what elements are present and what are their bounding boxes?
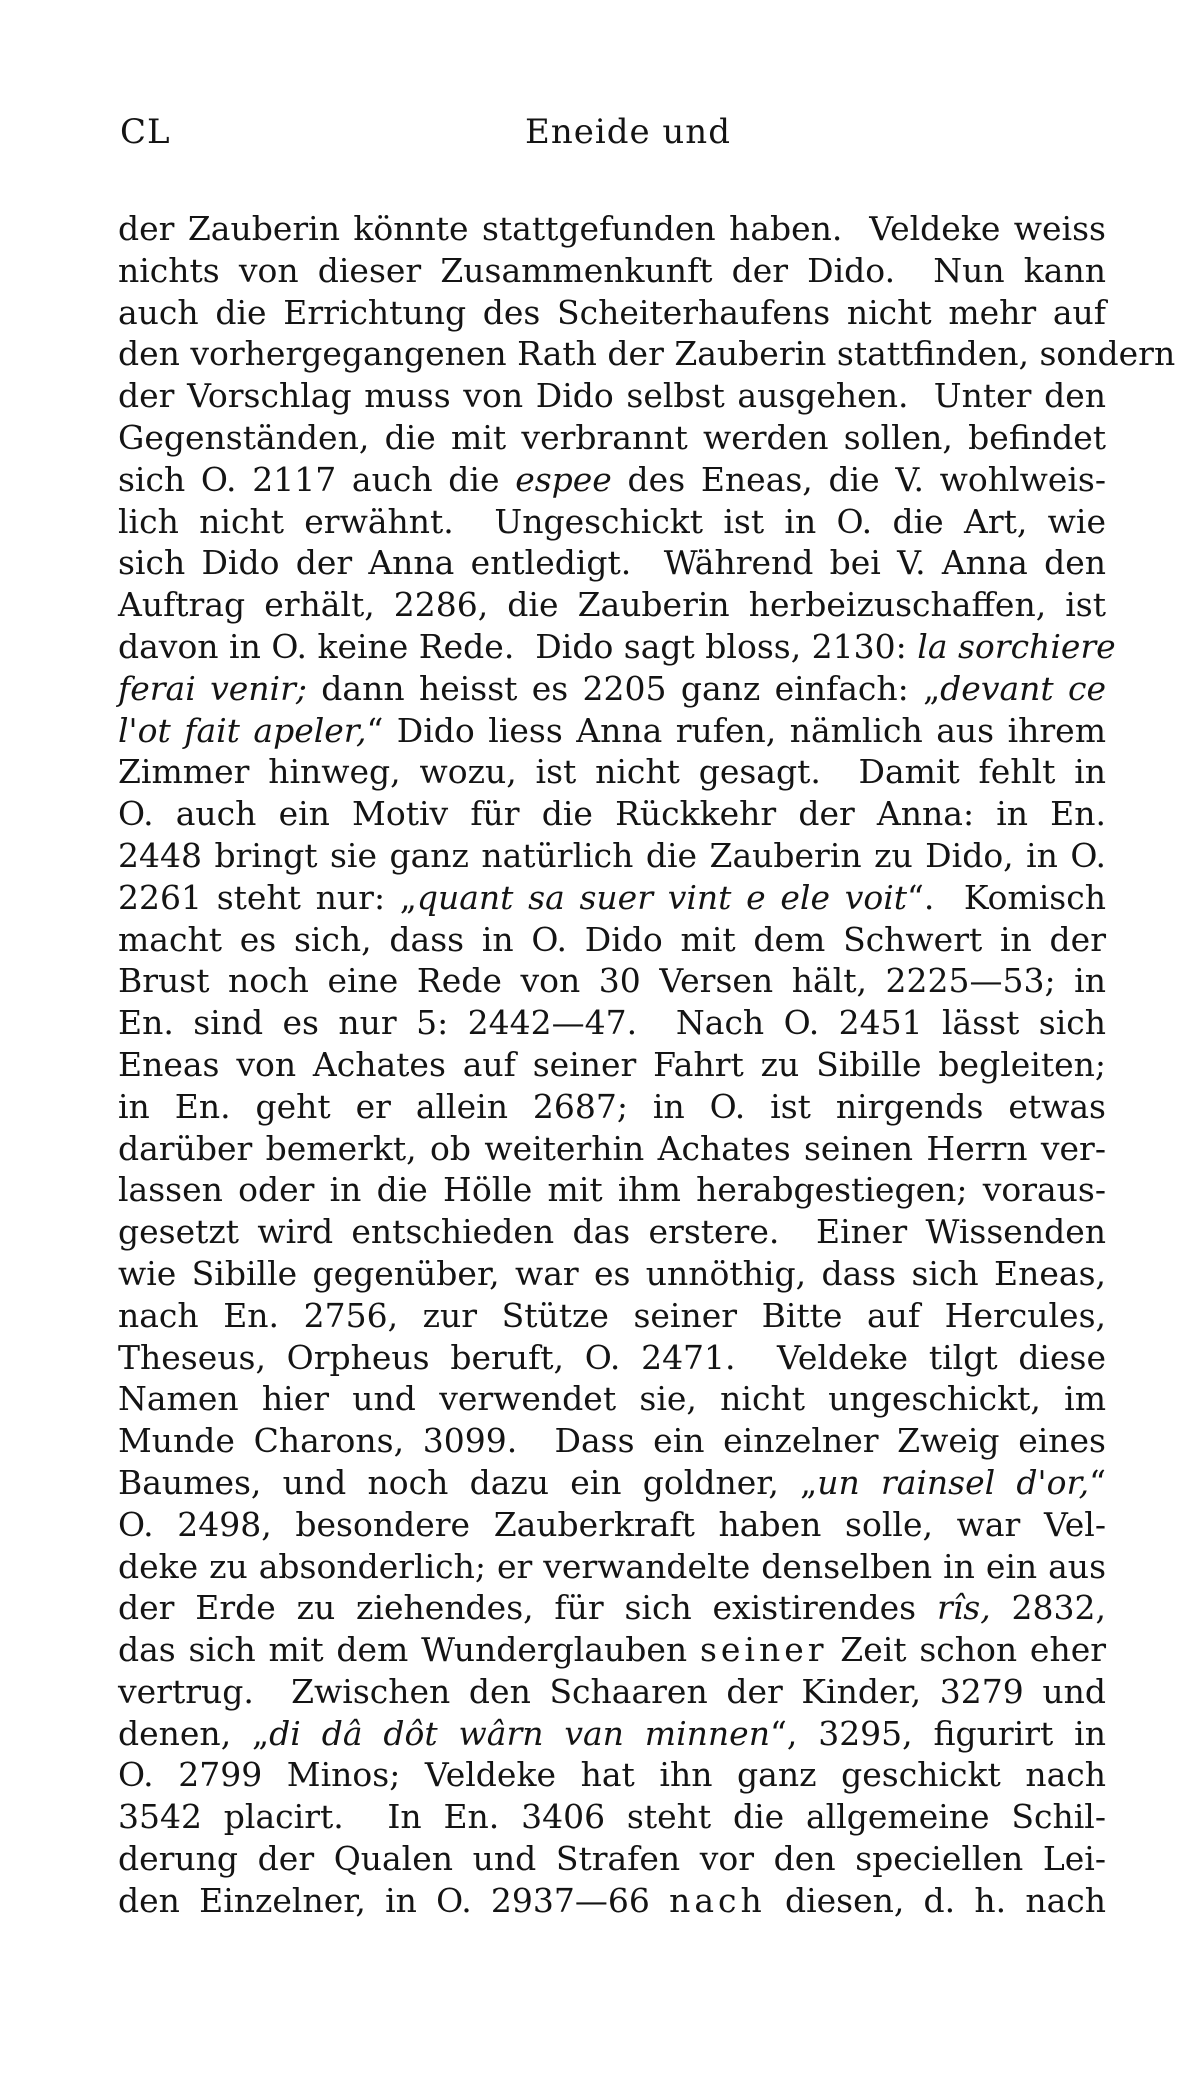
text-line xyxy=(118,710,1106,752)
text-segment: Theseus, Orpheus beruft, O. 2471. Veldeke tilgt diese xyxy=(118,1337,1106,1377)
text-segment: Brust noch eine Rede von 30 Versen hält, 2225—53; in xyxy=(118,961,1106,1001)
text-line xyxy=(118,1880,1106,1922)
spaced-text: seiner xyxy=(699,1630,828,1670)
text-line xyxy=(118,333,1176,375)
text-segment: derung der Qualen und Strafen vor den speciellen Lei- xyxy=(118,1839,1106,1879)
italic-text: ferai venir; xyxy=(118,668,307,708)
text-line xyxy=(118,1378,1106,1420)
text-line xyxy=(118,1754,1106,1796)
italic-text: quant sa suer vint e ele voit xyxy=(416,877,908,917)
italic-text: espee xyxy=(515,459,612,499)
text-line xyxy=(118,919,1106,961)
text-segment: vertrug. Zwischen den Schaaren der Kinder, 3279 und xyxy=(118,1671,1106,1711)
text-line xyxy=(118,459,1106,501)
text-segment: “ Dido liess Anna rufen, nämlich aus ihrem xyxy=(366,710,1106,750)
text-segment: denen, „ xyxy=(118,1713,270,1753)
text-segment: macht es sich, dass in O. Dido mit dem Schwert in der xyxy=(118,919,1106,959)
text-line xyxy=(118,835,1106,877)
text-segment: diesen, d. h. nach xyxy=(765,1880,1106,1920)
text-line xyxy=(118,960,1106,1002)
text-line xyxy=(118,1546,1106,1588)
text-segment: Gegenständen, die mit verbrannt werden sollen, befindet xyxy=(118,417,1106,457)
text-segment: 2448 bringt sie ganz natürlich die Zauberin zu Dido, in O. xyxy=(118,835,1106,875)
text-line xyxy=(118,1002,1106,1044)
text-line xyxy=(118,793,1106,835)
text-segment: Namen hier und verwendet sie, nicht ungeschickt, im xyxy=(118,1379,1106,1419)
text-segment: Munde Charons, 3099. Dass ein einzelner Zweig eines xyxy=(118,1421,1106,1461)
text-segment: 2261 steht nur: „ xyxy=(118,877,417,917)
text-line xyxy=(118,1713,1106,1755)
text-line xyxy=(118,1169,1106,1211)
text-line xyxy=(118,1587,1106,1629)
text-line xyxy=(118,1253,1106,1295)
text-segment: deke zu absonderlich; er verwandelte denselben in ein aus xyxy=(118,1546,1106,1586)
spaced-text: nach xyxy=(669,1880,766,1920)
text-segment: Baumes, und noch dazu ein goldner, „ xyxy=(118,1462,818,1502)
text-segment: “ xyxy=(1089,1462,1106,1502)
text-segment: dann heisst es 2205 ganz einfach: „ xyxy=(306,668,941,708)
text-line xyxy=(118,1671,1106,1713)
text-segment: gesetzt wird entschieden das erstere. Einer Wissenden xyxy=(118,1212,1106,1252)
text-segment: des Eneas, die V. wohlweis- xyxy=(611,459,1106,499)
text-segment: das sich mit dem Wunderglauben xyxy=(118,1630,700,1670)
text-line xyxy=(118,208,1106,250)
text-segment: der Erde zu ziehendes, für sich existirendes xyxy=(118,1588,937,1628)
text-line xyxy=(118,1796,1106,1838)
body-text xyxy=(118,208,1176,1922)
text-line xyxy=(118,375,1106,417)
text-line xyxy=(118,501,1106,543)
text-segment: “, 3295, figurirt in xyxy=(769,1713,1106,1753)
text-segment: O. auch ein Motiv für die Rückkehr der Anna: in En. xyxy=(118,794,1106,834)
text-line xyxy=(118,1504,1106,1546)
text-segment: nach En. 2756, zur Stütze seiner Bitte auf Hercules, xyxy=(118,1295,1106,1335)
text-line xyxy=(118,877,1106,919)
text-line xyxy=(118,417,1106,459)
text-segment: wie Sibille gegenüber, war es unnöthig, dass sich Eneas, xyxy=(118,1253,1106,1293)
text-segment: “. Komisch xyxy=(907,877,1106,917)
text-line xyxy=(118,1295,1106,1337)
text-segment: Zeit schon eher xyxy=(827,1630,1106,1670)
text-segment: lich nicht erwähnt. Ungeschickt ist in O. die Art, wie xyxy=(118,501,1106,541)
text-line xyxy=(118,1337,1106,1379)
text-segment: den vorhergegangenen Rath der Zauberin stattfinden, sondern xyxy=(118,334,1176,374)
text-line xyxy=(118,668,1106,710)
text-line xyxy=(118,1086,1106,1128)
text-line xyxy=(118,584,1106,626)
running-title: Eneide und xyxy=(525,112,731,152)
text-segment: Zimmer hinweg, wozu, ist nicht gesagt. Damit fehlt in xyxy=(118,752,1106,792)
text-segment: Auftrag erhält, 2286, die Zauberin herbeizuschaffen, ist xyxy=(118,585,1106,625)
text-line xyxy=(118,751,1106,793)
text-segment: sich O. 2117 auch die xyxy=(118,459,516,499)
text-segment: En. sind es nur 5: 2442—47. Nach O. 2451 lässt sich xyxy=(118,1003,1106,1043)
italic-text: di dâ dôt wârn van minnen xyxy=(269,1713,770,1753)
text-segment: in En. geht er allein 2687; in O. ist nirgends etwas xyxy=(118,1086,1106,1126)
text-line xyxy=(118,1462,1106,1504)
text-line xyxy=(118,292,1106,334)
text-line xyxy=(118,542,1106,584)
text-segment: sich Dido der Anna entledigt. Während bei V. Anna den xyxy=(118,543,1106,583)
text-segment: O. 2498, besondere Zauberkraft haben solle, war Vel- xyxy=(118,1504,1106,1544)
page-header xyxy=(120,112,1100,162)
italic-text: un rainsel d'or, xyxy=(817,1462,1090,1502)
text-segment: Eneas von Achates auf seiner Fahrt zu Sibille begleiten; xyxy=(118,1044,1106,1084)
text-segment: 3542 placirt. In En. 3406 steht die allgemeine Schil- xyxy=(118,1797,1106,1837)
text-line xyxy=(118,1044,1106,1086)
italic-text: la sorchiere xyxy=(917,626,1116,666)
text-segment: lassen oder in die Hölle mit ihm herabgestiegen; voraus- xyxy=(118,1170,1106,1210)
text-line xyxy=(118,250,1106,292)
text-segment: 2832, xyxy=(990,1588,1106,1628)
text-segment: der Zauberin könnte stattgefunden haben. Veldeke weiss xyxy=(118,209,1106,248)
italic-text: rîs, xyxy=(936,1588,991,1628)
italic-text: devant ce xyxy=(940,668,1107,708)
text-segment: darüber bemerkt, ob weiterhin Achates seinen Herrn ver- xyxy=(118,1128,1106,1168)
text-line xyxy=(118,1211,1106,1253)
text-line xyxy=(118,626,1116,668)
text-line xyxy=(118,1128,1106,1170)
text-line xyxy=(118,1629,1106,1671)
text-line xyxy=(118,1420,1106,1462)
text-segment: der Vorschlag muss von Dido selbst ausgehen. Unter den xyxy=(118,376,1106,416)
text-segment: O. 2799 Minos; Veldeke hat ihn ganz geschickt nach xyxy=(118,1755,1106,1795)
text-segment: nichts von dieser Zusammenkunft der Dido. Nun kann xyxy=(118,250,1106,290)
page-number: CL xyxy=(120,112,171,152)
text-segment: davon in O. keine Rede. Dido sagt bloss, 2130: xyxy=(118,626,918,666)
text-segment: auch die Errichtung des Scheiterhaufens nicht mehr auf xyxy=(118,292,1106,332)
text-segment: den Einzelner, in O. 2937—66 xyxy=(118,1880,670,1920)
text-line xyxy=(118,1838,1106,1880)
italic-text: l'ot fait apeler, xyxy=(118,710,367,750)
